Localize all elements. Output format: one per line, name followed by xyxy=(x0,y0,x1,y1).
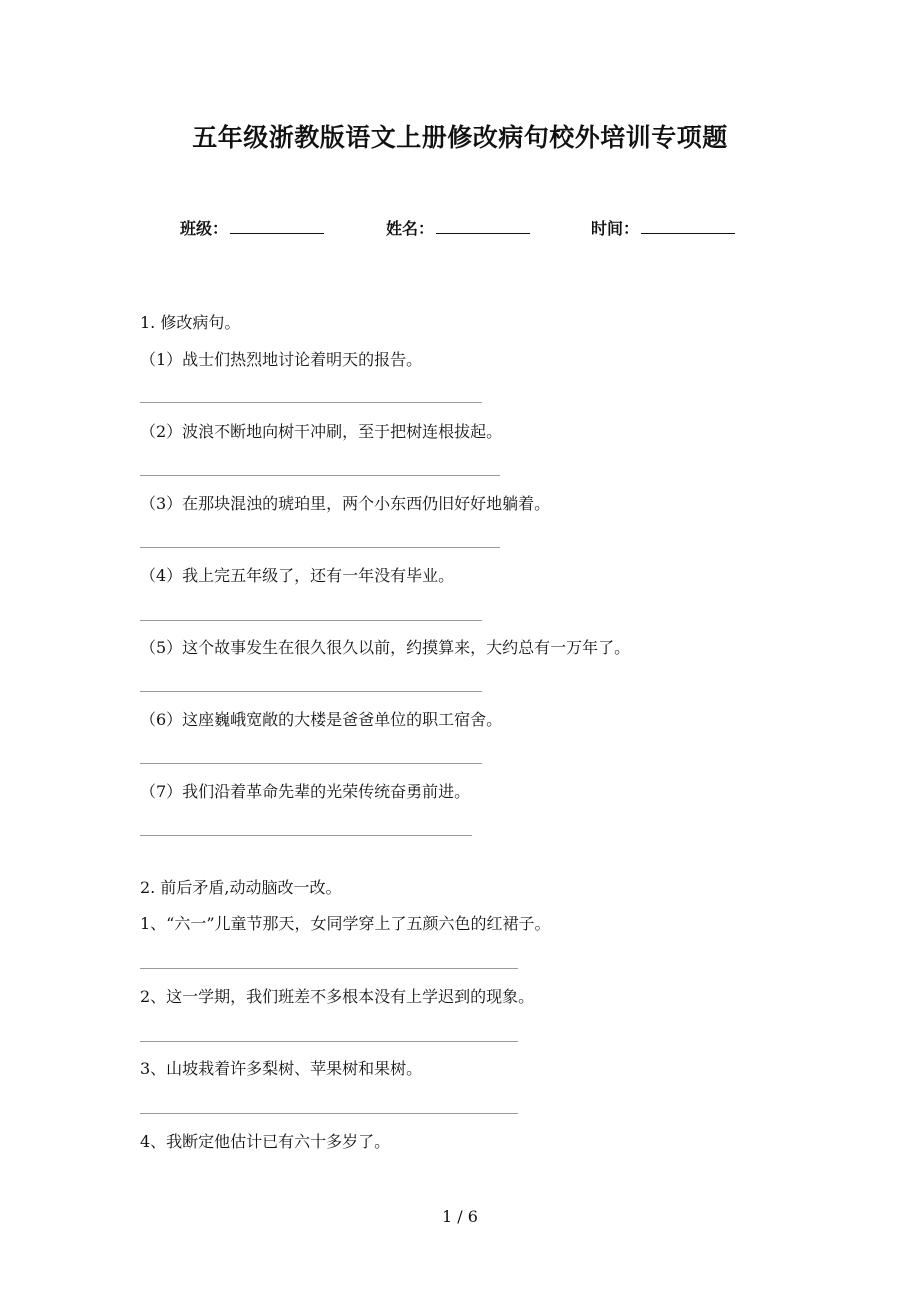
time-label: 时间： xyxy=(591,219,640,238)
answer-line[interactable] xyxy=(140,835,472,836)
section1-question: （4）我上完五年级了，还有一年没有毕业。 xyxy=(140,566,455,585)
class-blank[interactable] xyxy=(230,217,324,234)
section2-question: 1、“六一”儿童节那天，女同学穿上了五颜六色的红裙子。 xyxy=(140,914,551,933)
answer-line[interactable] xyxy=(140,620,482,621)
answer-line[interactable] xyxy=(140,763,482,764)
section2-question: 4、我断定他估计已有六十多岁了。 xyxy=(140,1132,391,1151)
answer-line[interactable] xyxy=(140,691,482,692)
section1-question: （5）这个故事发生在很久很久以前，约摸算来，大约总有一万年了。 xyxy=(140,638,631,657)
section2-question: 3、山坡栽着许多梨树、苹果树和果树。 xyxy=(140,1059,423,1078)
name-field xyxy=(386,216,530,238)
answer-line[interactable] xyxy=(140,547,500,548)
section1-question: （7）我们沿着革命先辈的光荣传统奋勇前进。 xyxy=(140,782,471,801)
answer-line[interactable] xyxy=(140,402,482,403)
class-label: 班级： xyxy=(180,219,229,238)
answer-line[interactable] xyxy=(140,1041,518,1042)
class-field xyxy=(180,216,324,238)
answer-line[interactable] xyxy=(140,475,500,476)
time-field xyxy=(591,216,735,238)
section1-heading: 1. 修改病句。 xyxy=(140,313,241,332)
page-number: 1 / 6 xyxy=(442,1207,478,1226)
section1-question: （1）战士们热烈地讨论着明天的报告。 xyxy=(140,350,423,369)
page-title: 五年级浙教版语文上册修改病句校外培训专项题 xyxy=(192,123,728,152)
answer-line[interactable] xyxy=(140,968,518,969)
name-label: 姓名： xyxy=(386,219,435,238)
answer-line[interactable] xyxy=(140,1113,518,1114)
section2-question: 2、这一学期，我们班差不多根本没有上学迟到的现象。 xyxy=(140,987,535,1006)
section1-question: （2）波浪不断地向树干冲刷，至于把树连根拔起。 xyxy=(140,422,503,441)
section1-question: （3）在那块混浊的琥珀里，两个小东西仍旧好好地躺着。 xyxy=(140,494,551,513)
time-blank[interactable] xyxy=(641,217,735,234)
section2-heading: 2. 前后矛盾,动动脑改一改。 xyxy=(140,878,342,897)
name-blank[interactable] xyxy=(436,217,530,234)
section1-question: （6）这座巍峨宽敞的大楼是爸爸单位的职工宿舍。 xyxy=(140,710,503,729)
